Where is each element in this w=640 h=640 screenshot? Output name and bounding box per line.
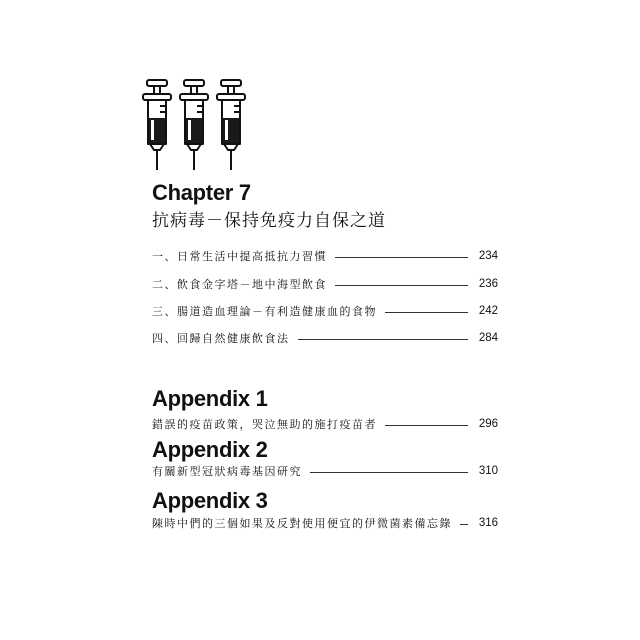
toc-entry-label: 一、日常生活中提高抵抗力習慣 — [152, 250, 327, 263]
appendix-heading: Appendix 3 — [152, 488, 268, 513]
toc-entry-label: 陳時中們的三個如果及反對使用便宜的伊微菌素備忘錄 — [152, 517, 452, 530]
three-syringes-icon — [140, 78, 250, 178]
toc-entry-page: 242 — [478, 305, 498, 317]
toc-entry-page: 236 — [478, 278, 498, 290]
leader-line — [460, 524, 468, 525]
leader-line — [310, 472, 468, 473]
leader-line — [385, 425, 468, 426]
toc-entry[interactable] — [152, 515, 498, 531]
toc-entry-page: 316 — [478, 517, 498, 529]
leader-line — [335, 285, 468, 286]
toc-entry-label: 二、飲食金字塔－地中海型飲食 — [152, 278, 327, 291]
toc-entry-label: 錯誤的疫苗政策，哭泣無助的施打疫苗者 — [152, 418, 377, 431]
toc-entry[interactable] — [152, 330, 498, 346]
toc-entry-label: 三、腸道造血理論－有利造健康血的食物 — [152, 305, 377, 318]
appendix-heading: Appendix 2 — [152, 437, 268, 462]
toc-entry-page: 284 — [478, 332, 498, 344]
toc-entry[interactable] — [152, 303, 498, 319]
leader-line — [298, 339, 469, 340]
toc-entry[interactable] — [152, 276, 498, 292]
toc-entry-page: 310 — [478, 465, 498, 477]
toc-entry-page: 296 — [478, 418, 498, 430]
toc-entry-page: 234 — [478, 250, 498, 262]
toc-entry-label: 四、回歸自然健康飲食法 — [152, 332, 290, 345]
toc-entry[interactable] — [152, 416, 498, 432]
leader-line — [385, 312, 468, 313]
toc-entry[interactable] — [152, 248, 498, 264]
toc-entry-label: 有關新型冠狀病毒基因研究 — [152, 465, 302, 478]
leader-line — [335, 257, 468, 258]
chapter-subtitle: 抗病毒－保持免疫力自保之道 — [152, 211, 386, 231]
appendix-heading: Appendix 1 — [152, 386, 268, 411]
chapter-heading: Chapter 7 — [152, 180, 251, 205]
toc-entry[interactable] — [152, 463, 498, 479]
